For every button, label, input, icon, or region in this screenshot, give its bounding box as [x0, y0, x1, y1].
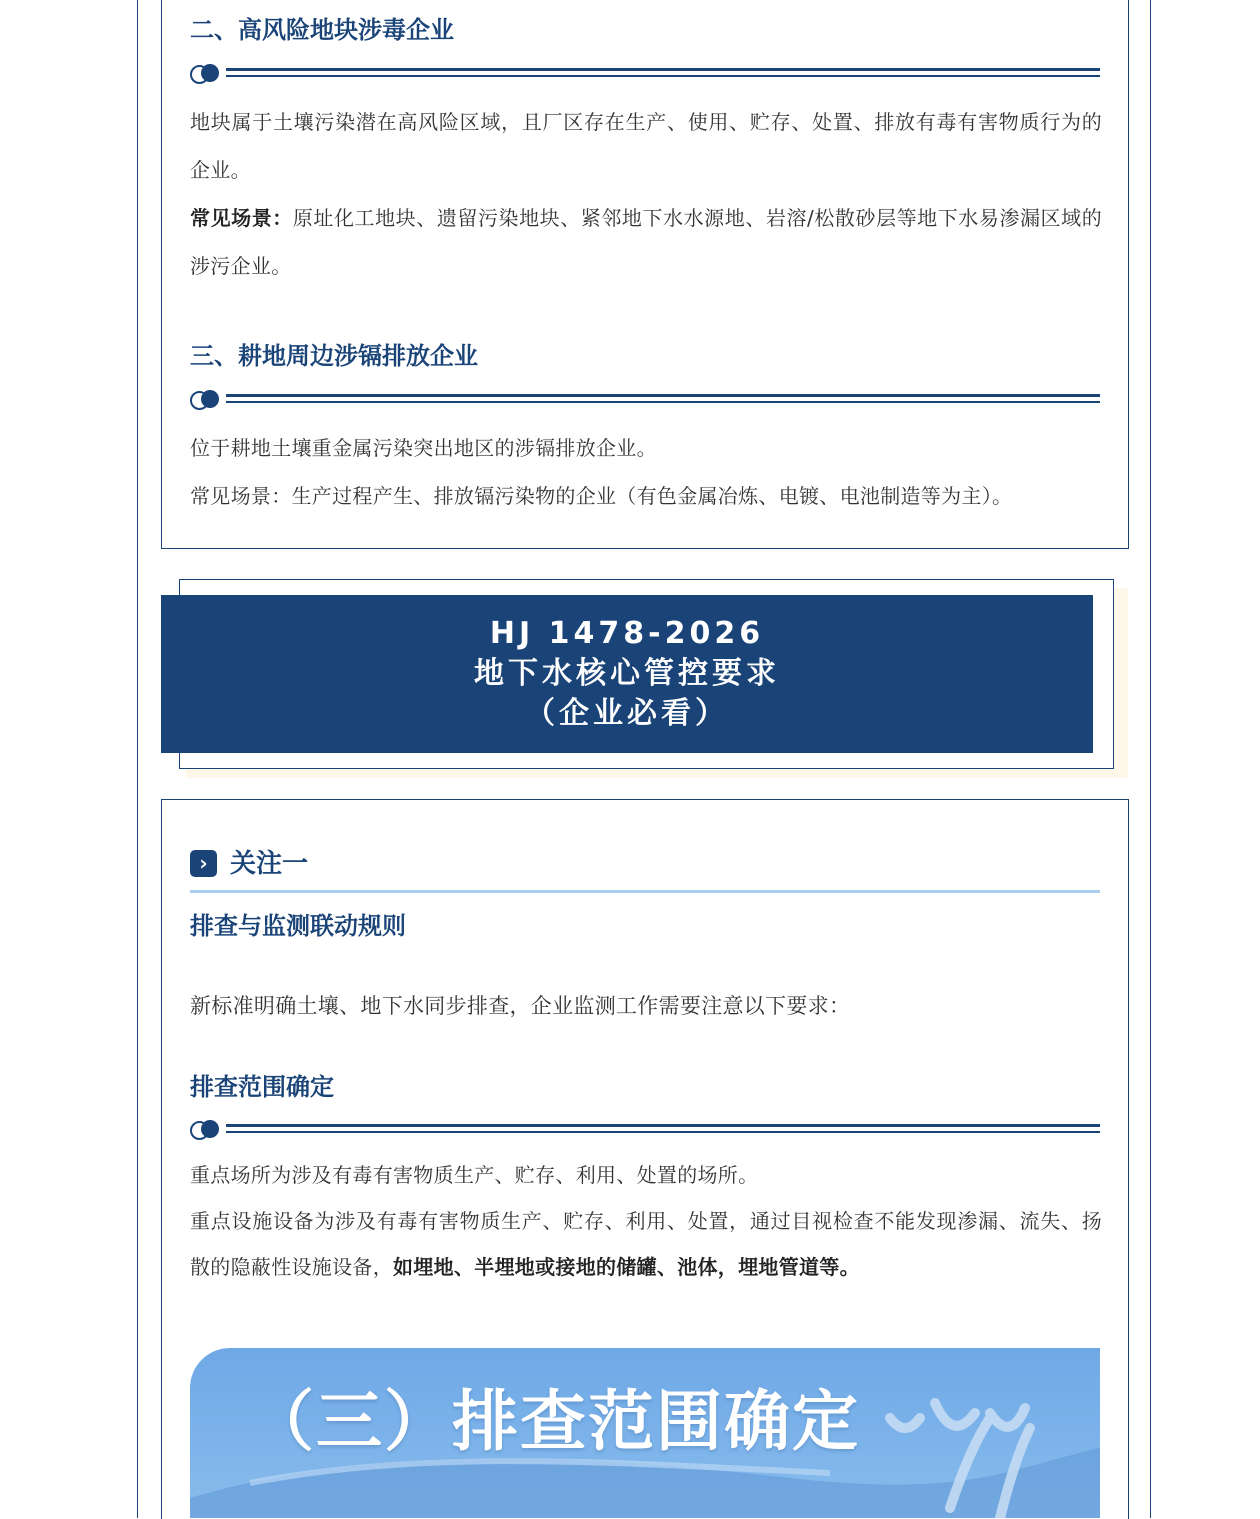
scope-image-banner [190, 1348, 1100, 1518]
standard-banner [161, 595, 1093, 753]
section-title-high-risk: 二、高风险地块涉毒企业 [190, 16, 454, 44]
section-title-cadmium: 三、耕地周边涉镉排放企业 [190, 342, 478, 370]
section-divider [190, 390, 1100, 410]
scope-paragraph-1: 重点场所为涉及有毒有害物质生产、贮存、利用、处置的场所。 [190, 1163, 759, 1187]
divider-dots-icon [190, 64, 220, 82]
focus-intro: 新标准明确土壤、地下水同步排查，企业监测工作需要注意以下要求： [190, 994, 851, 1018]
scene-text: 原址化工地块、遗留污染地块、紧邻地下水水源地、岩溶/松散砂层等地下水易渗漏区域的涉污企业。 [190, 206, 1102, 278]
scope-para2-bold: 如埋地、半埋地或接地的储罐、池体，埋地管道等。 [393, 1255, 860, 1279]
focus-heading [190, 846, 1100, 893]
section2-scene [190, 194, 1102, 290]
banner-line-code: HJ 1478-2026 [489, 616, 765, 651]
section3-scene: 常见场景：生产过程产生、排放镉污染物的企业（有色金属冶炼、电镀、电池制造等为主）。 [190, 484, 1013, 508]
section-divider [190, 64, 1100, 84]
divider-dots-icon [190, 1120, 220, 1138]
scope-image-text: （三）排查范围确定 [248, 1383, 860, 1460]
section2-paragraph: 地块属于土壤污染潜在高风险区域，且厂区存在生产、使用、贮存、处置、排放有毒有害物质行为的企业。 [190, 110, 1102, 182]
section-divider [190, 1120, 1100, 1140]
chevron-right-icon: › [190, 850, 217, 877]
focus-subtitle: 排查与监测联动规则 [190, 912, 406, 940]
divider-dots-icon [190, 390, 220, 408]
focus-label: 关注一 [230, 849, 309, 879]
section3-paragraph: 位于耕地土壤重金属污染突出地区的涉镉排放企业。 [190, 436, 657, 460]
banner-line-note: （企业必看） [525, 696, 729, 731]
banner-line-title: 地下水核心管控要求 [474, 656, 780, 691]
scope-paragraph-2 [190, 1198, 1102, 1290]
scope-title: 排查范围确定 [190, 1073, 334, 1101]
scene-label: 常见场景： [190, 206, 293, 230]
scope-para2-plain: 重点设施设备为涉及有毒有害物质生产、贮存、利用、处置，通过目视检查不能发现渗漏、流失、扬散的隐蔽性设施设备， [190, 1209, 1102, 1279]
